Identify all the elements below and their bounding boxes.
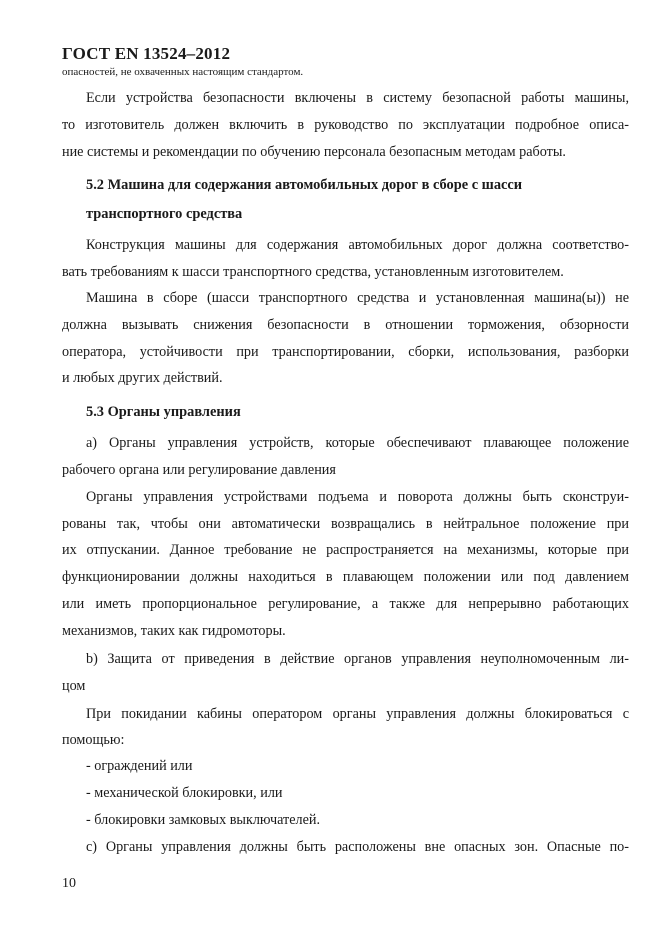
list-item: - блокировки замковых выключателей. (86, 812, 321, 828)
item-a-title: a) Органы управления устройств, которые обеспечивают плавающее положение (86, 435, 629, 451)
section-heading-5-2: 5.2 Машина для содержания автомобильных дорог в сборе с шасси (86, 177, 523, 193)
paragraph-line: их отпускании. Данное требование не распространяется на механизмы, которые при (62, 542, 629, 558)
paragraph-line: Машина в сборе (шасси транспортного средства и установленная машина(ы)) не (86, 290, 629, 306)
section-heading-5-3: 5.3 Органы управления (86, 404, 241, 420)
continuation-text: опасностей, не охваченных настоящим стандартом. (62, 66, 304, 78)
paragraph-line: механизмов, таких как гидромоторы. (62, 623, 286, 639)
item-b-title-cont: цом (62, 678, 86, 694)
paragraph-line: оператора, устойчивости при транспортировании, сборки, использования, разборки (62, 344, 629, 360)
paragraph-line: или иметь пропорциональное регулирование, а также для непрерывно работающих (62, 596, 629, 612)
paragraph-line: помощью: (62, 732, 125, 748)
list-item: - ограждений или (86, 758, 193, 774)
item-c-title: c) Органы управления должны быть расположены вне опасных зон. Опасные по- (86, 839, 629, 855)
standard-title: ГОСТ EN 13524–2012 (62, 44, 231, 63)
item-a-title-cont: рабочего органа или регулирование давления (62, 462, 336, 478)
paragraph-line: рованы так, чтобы они автоматически возвращались в нейтральное положение при (62, 516, 629, 532)
page-number: 10 (62, 876, 76, 891)
paragraph-line: и любых других действий. (62, 370, 223, 386)
paragraph-line: Конструкция машины для содержания автомобильных дорог должна соответство- (86, 237, 629, 253)
paragraph-line: При покидании кабины оператором органы управления должны блокироваться с (86, 706, 629, 722)
paragraph-line: должна вызывать снижения безопасности в отношении торможения, обзорности (62, 317, 629, 333)
paragraph-line: то изготовитель должен включить в руководство по эксплуатации подробное описа- (62, 117, 629, 133)
paragraph-line: Органы управления устройствами подъема и поворота должны быть сконструи- (86, 489, 629, 505)
paragraph-line: вать требованиям к шасси транспортного средства, установленным изготовителем. (62, 264, 564, 280)
section-heading-5-2-cont: транспортного средства (86, 206, 243, 222)
list-item: - механической блокировки, или (86, 785, 283, 801)
paragraph-line: Если устройства безопасности включены в систему безопасной работы машины, (86, 90, 629, 106)
paragraph-line: ние системы и рекомендации по обучению персонала безопасным методам работы. (62, 144, 566, 160)
item-b-title: b) Защита от приведения в действие органов управления неуполномоченным ли- (86, 651, 629, 667)
paragraph-line: функционировании должны находиться в плавающем положении или под давлением (62, 569, 629, 585)
